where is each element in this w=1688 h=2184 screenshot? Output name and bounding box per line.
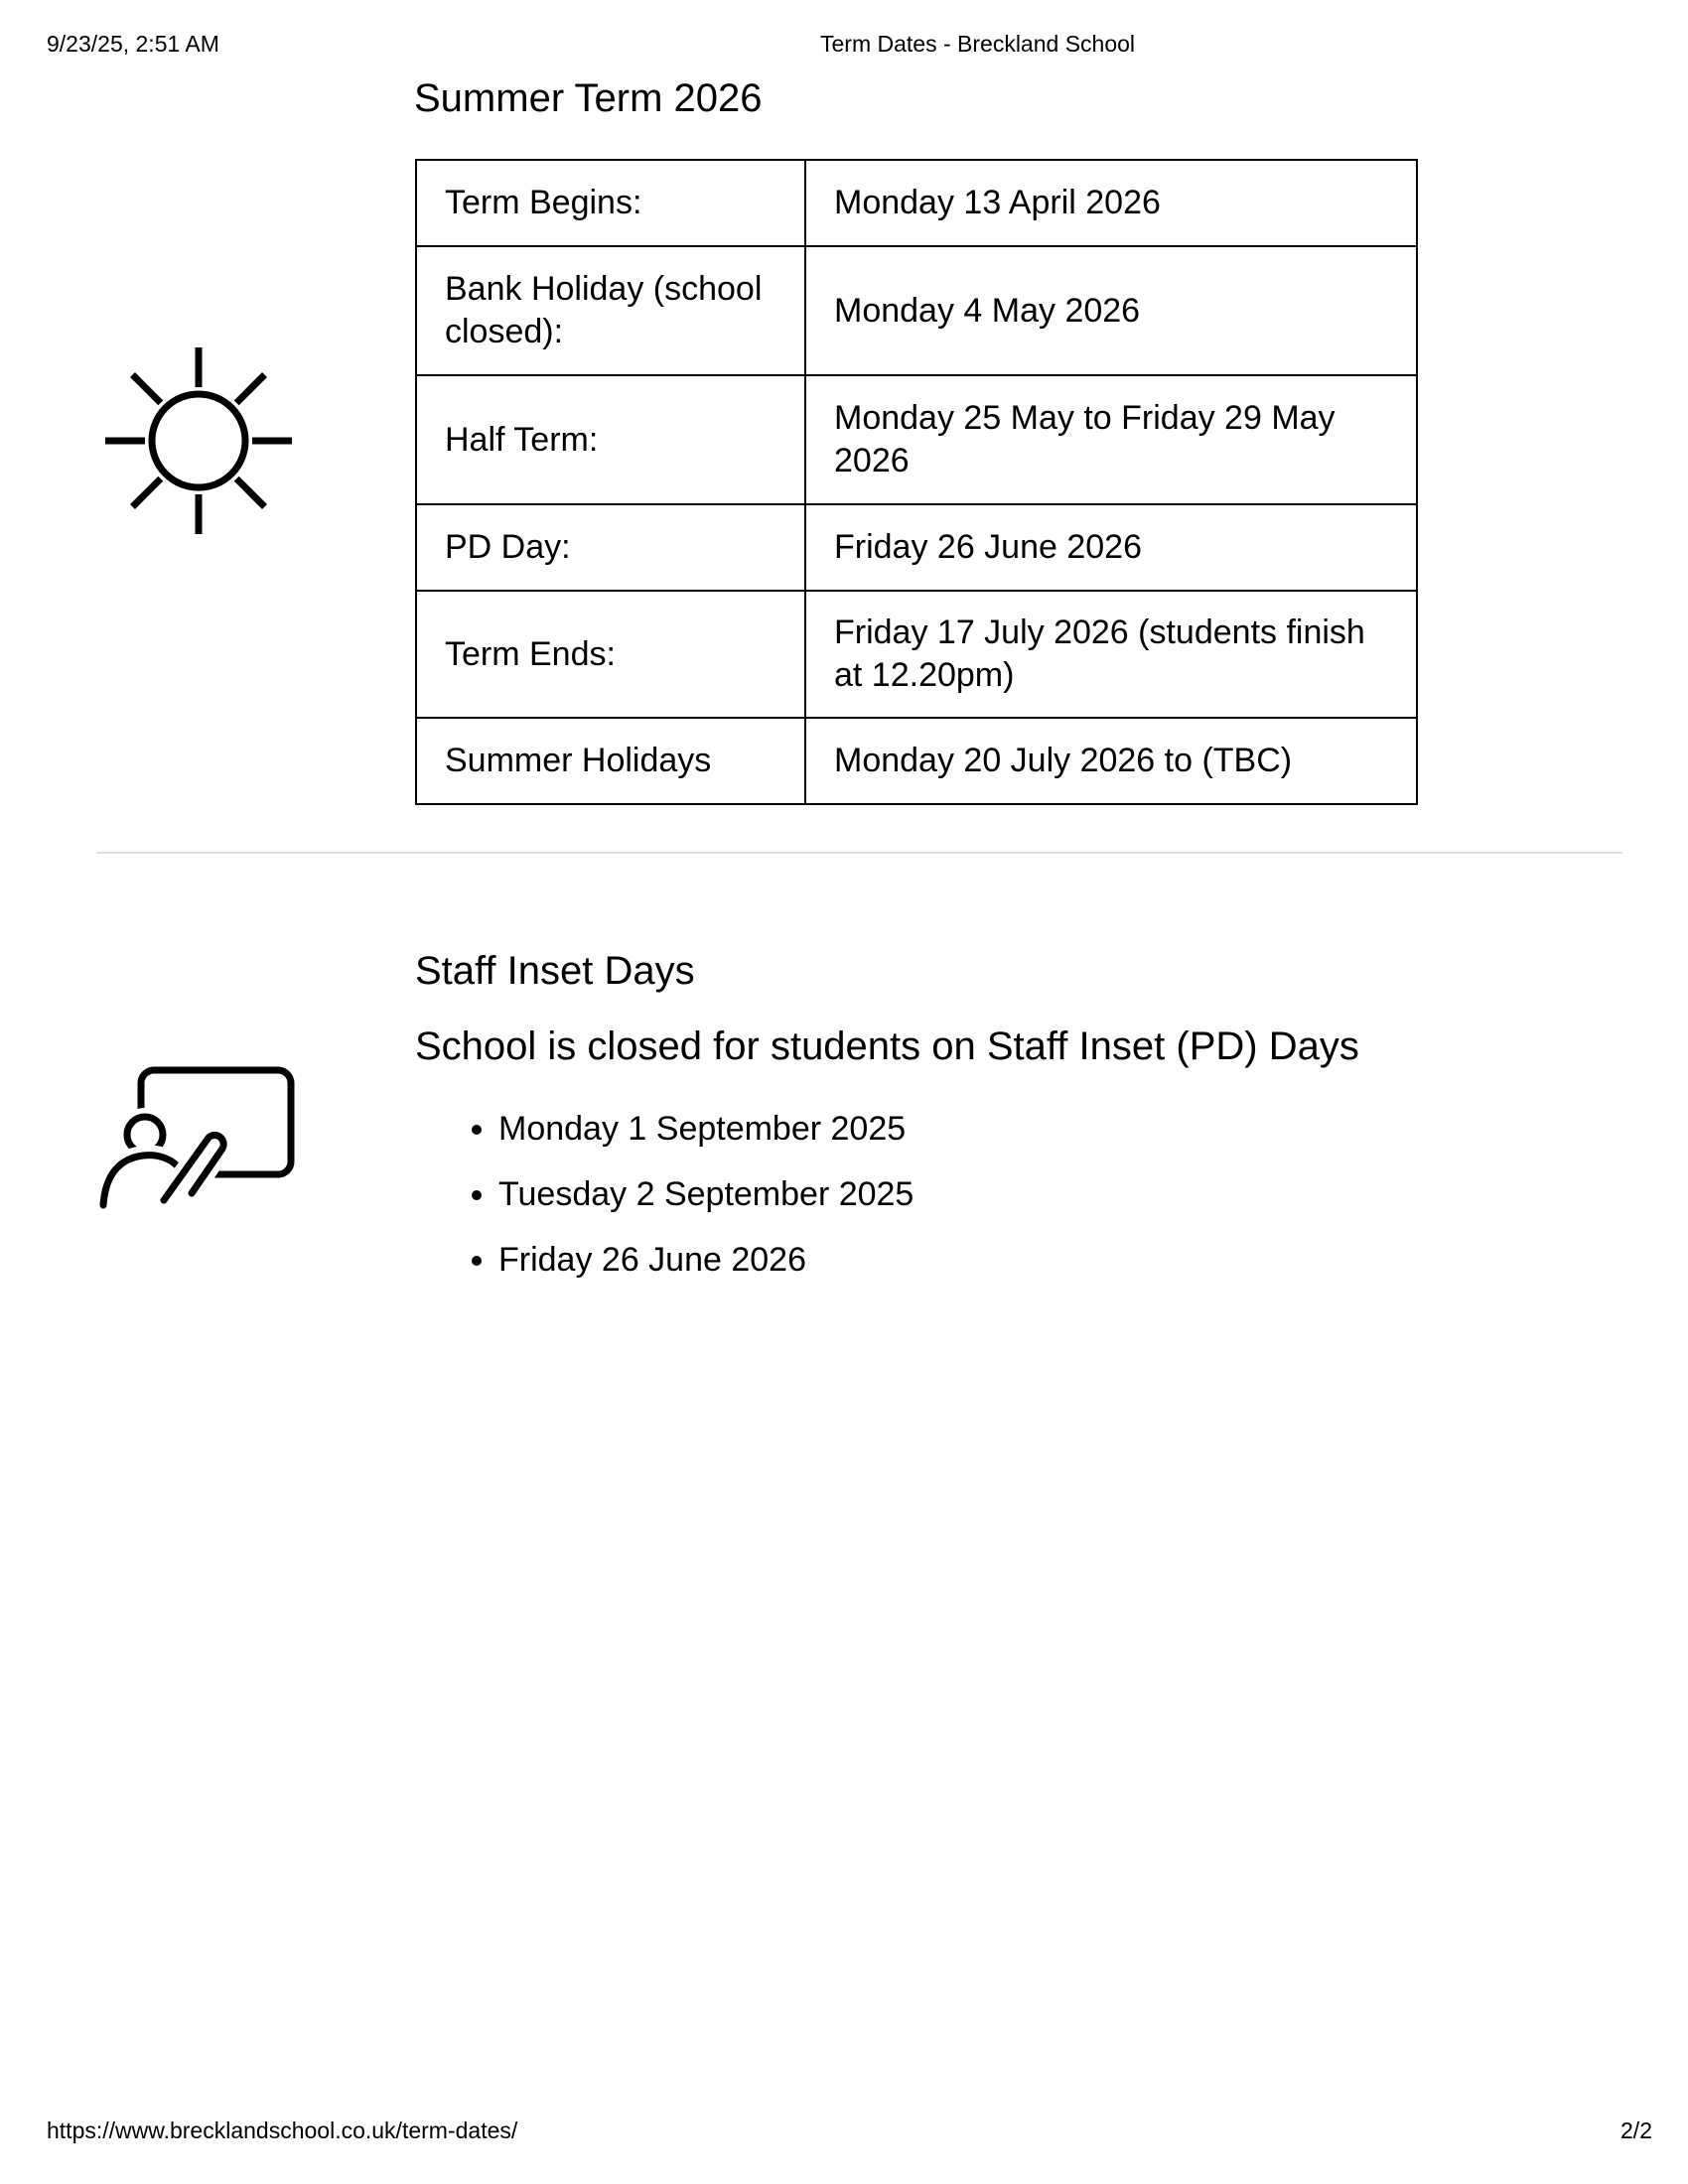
term-value: Friday 26 June 2026 bbox=[805, 504, 1417, 591]
inset-days-list bbox=[415, 1108, 914, 1304]
table-row bbox=[416, 160, 1417, 246]
staff-inset-heading: Staff Inset Days bbox=[415, 949, 695, 993]
term-value: Monday 4 May 2026 bbox=[805, 246, 1417, 375]
table-row bbox=[416, 718, 1417, 804]
list-item: • Friday 26 June 2026 bbox=[498, 1239, 914, 1282]
term-label: PD Day: bbox=[416, 504, 805, 591]
table-row bbox=[416, 375, 1417, 504]
print-datetime: 9/23/25, 2:51 AM bbox=[47, 31, 219, 57]
sun-icon bbox=[99, 341, 298, 540]
term-value: Monday 20 July 2026 to (TBC) bbox=[805, 718, 1417, 804]
term-value: Friday 17 July 2026 (students finish at 12.20pm) bbox=[805, 591, 1417, 718]
term-label: Term Ends: bbox=[416, 591, 805, 718]
table-row bbox=[416, 591, 1417, 718]
table-row bbox=[416, 504, 1417, 591]
term-value: Monday 13 April 2026 bbox=[805, 160, 1417, 246]
print-document-title: Term Dates - Breckland School bbox=[820, 31, 1136, 57]
term-dates-table bbox=[415, 159, 1418, 805]
term-label: Bank Holiday (school closed): bbox=[416, 246, 805, 375]
list-item: • Monday 1 September 2025 bbox=[498, 1108, 914, 1151]
section-divider bbox=[96, 852, 1622, 854]
table-row bbox=[416, 246, 1417, 375]
term-value: Monday 25 May to Friday 29 May 2026 bbox=[805, 375, 1417, 504]
staff-inset-subtitle: School is closed for students on Staff Inset (PD) Days bbox=[415, 1024, 1359, 1068]
print-source-url: https://www.brecklandschool.co.uk/term-dates/ bbox=[47, 2117, 518, 2143]
term-label: Summer Holidays bbox=[416, 718, 805, 804]
term-label: Half Term: bbox=[416, 375, 805, 504]
print-page-number: 2/2 bbox=[1620, 2117, 1652, 2143]
list-item: • Tuesday 2 September 2025 bbox=[498, 1173, 914, 1216]
term-label: Term Begins: bbox=[416, 160, 805, 246]
person-chalkboard-icon bbox=[87, 1054, 306, 1213]
summer-term-heading: Summer Term 2026 bbox=[414, 76, 763, 120]
